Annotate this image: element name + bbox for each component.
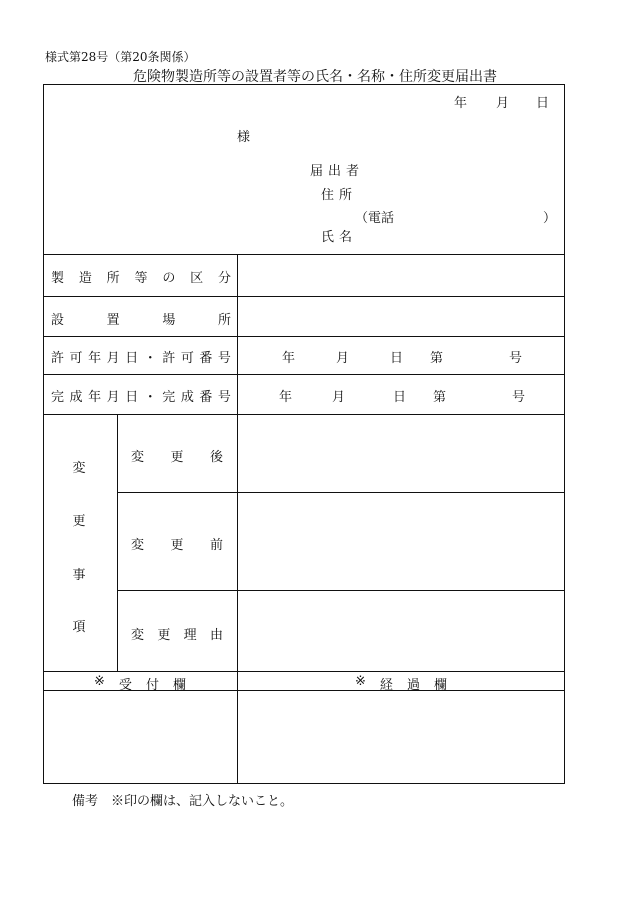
row-divider	[43, 336, 565, 337]
row-divider	[43, 254, 565, 255]
row-divider	[117, 590, 565, 591]
change-items-char: 項	[72, 620, 86, 635]
change-items-char: 変	[72, 461, 86, 476]
address-label: 住所	[321, 188, 358, 203]
permit-no-suffix: 号	[509, 351, 523, 366]
installation-location-label: 設 置 場 所	[51, 313, 231, 328]
row-divider	[43, 374, 565, 375]
form-number: 様式第28号（第20条関係）	[45, 50, 196, 64]
row-divider	[43, 671, 565, 672]
column-divider	[237, 254, 238, 784]
change-reason-label: 変 更 理 由	[131, 628, 223, 643]
date-month: 月	[496, 96, 510, 111]
receipt-column-label: ※ 受 付 欄	[94, 674, 186, 693]
name-label: 氏名	[321, 230, 358, 245]
notifier-label: 届出者	[310, 164, 365, 179]
progress-column-label: ※ 経 過 欄	[355, 674, 447, 693]
before-change-label: 変 更 前	[131, 538, 223, 553]
column-divider	[117, 414, 118, 671]
permit-month: 月	[336, 351, 350, 366]
change-items-char: 更	[72, 514, 86, 529]
document-title: 危険物製造所等の設置者等の氏名・名称・住所変更届出書	[133, 69, 497, 85]
facility-category-label: 製 造 所 等 の 区 分	[51, 271, 231, 286]
date-day: 日	[536, 96, 550, 111]
permit-year: 年	[282, 351, 296, 366]
completion-no-suffix: 号	[512, 390, 526, 405]
phone-open: （電話	[355, 211, 395, 226]
permit-day: 日	[390, 351, 404, 366]
completion-date-number-label: 完 成 年 月 日 ・ 完 成 番 号	[51, 390, 231, 405]
row-divider	[43, 414, 565, 415]
change-items-char: 事	[72, 568, 86, 583]
permit-date-number-label: 許 可 年 月 日 ・ 許 可 番 号	[51, 351, 231, 366]
after-change-label: 変 更 後	[131, 450, 223, 465]
date-year: 年	[454, 96, 468, 111]
completion-no-prefix: 第	[433, 390, 447, 405]
addressee-label: 様	[237, 130, 251, 145]
completion-day: 日	[393, 390, 407, 405]
phone-close: ）	[543, 211, 557, 226]
remarks-note: 備考 ※印の欄は、記入しないこと。	[72, 794, 294, 809]
completion-month: 月	[332, 390, 346, 405]
row-divider	[43, 296, 565, 297]
row-divider	[117, 492, 565, 493]
permit-no-prefix: 第	[430, 351, 444, 366]
completion-year: 年	[279, 390, 293, 405]
